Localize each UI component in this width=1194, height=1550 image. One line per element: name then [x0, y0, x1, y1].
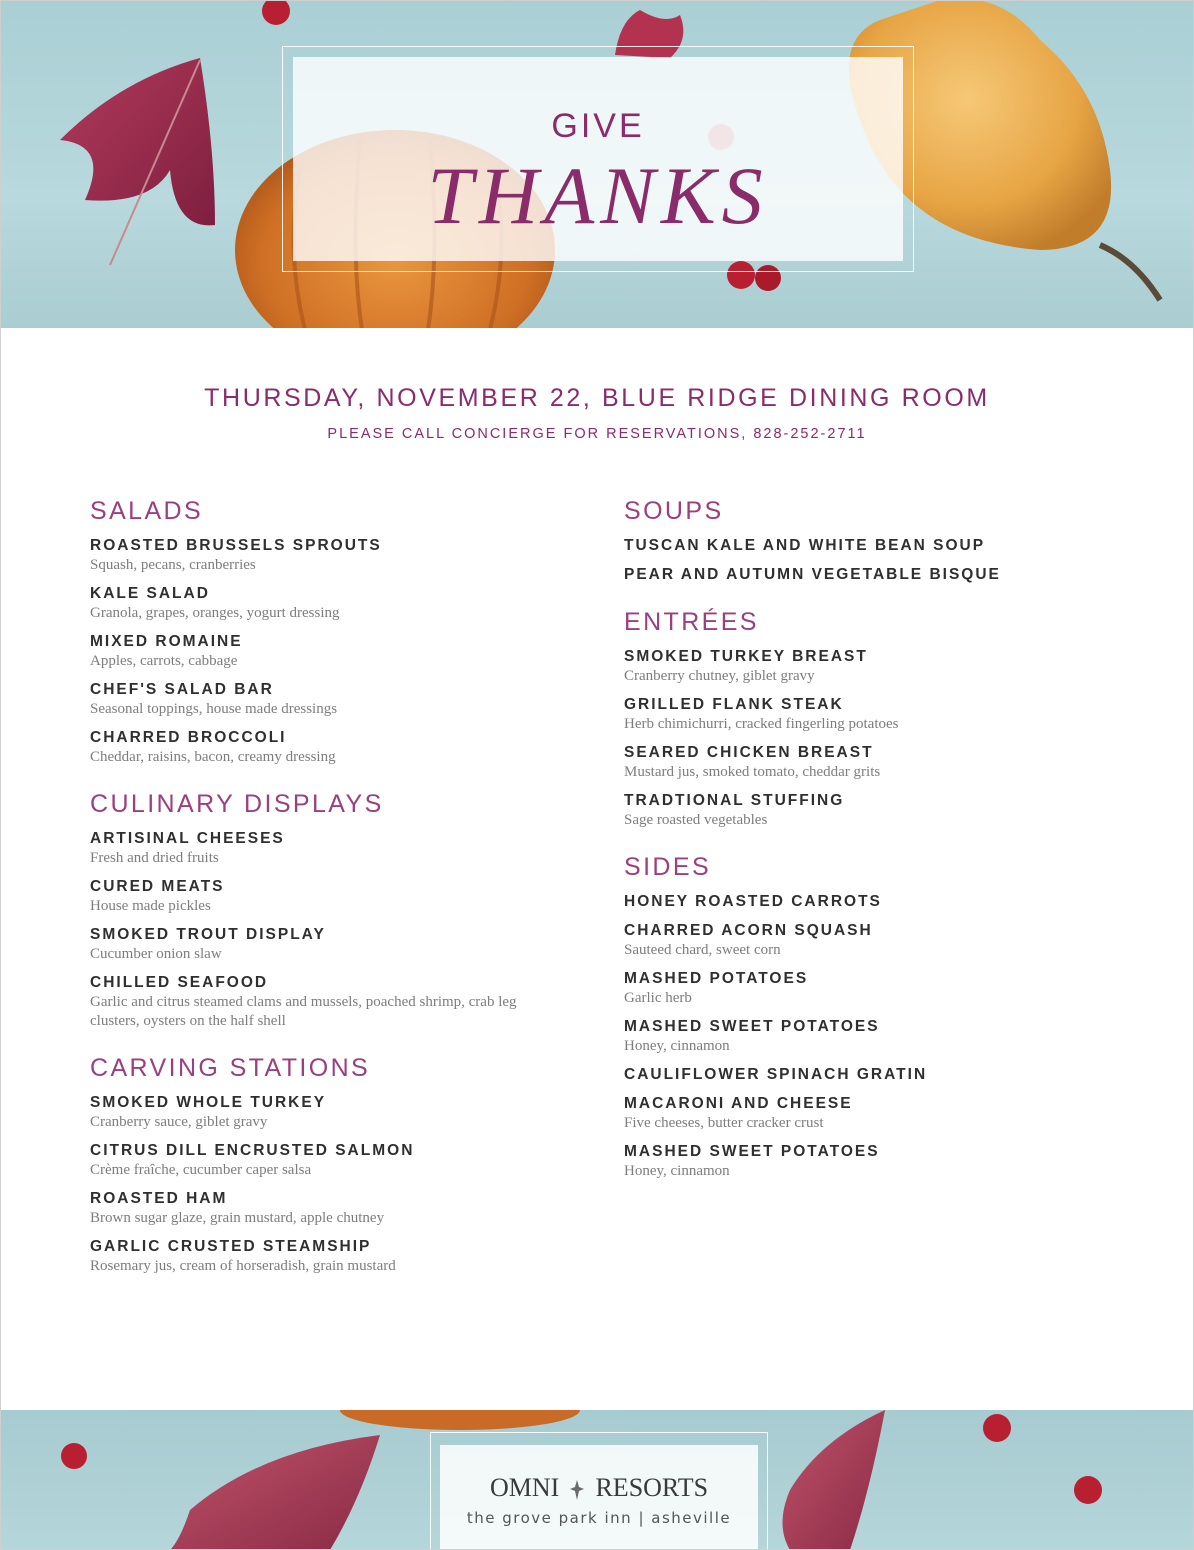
- menu-item: [624, 1065, 1094, 1085]
- title-frame: [282, 46, 914, 272]
- menu-item: [90, 829, 560, 868]
- menu-item-name: MIXED ROMAINE: [90, 633, 243, 650]
- menu-item-name: CURED MEATS: [90, 878, 225, 895]
- menu-item-description: Sage roasted vegetables: [624, 812, 768, 828]
- omni-emblem-icon: [564, 1479, 590, 1505]
- menu-item-name: CHILLED SEAFOOD: [90, 974, 269, 991]
- menu-item-description: Honey, cinnamon: [624, 1163, 730, 1179]
- section-heading: CULINARY DISPLAYS: [90, 790, 384, 818]
- logo-panel: [440, 1445, 758, 1550]
- menu-item-description: Garlic herb: [624, 990, 692, 1006]
- omni-resorts-logo: [440, 1473, 758, 1505]
- menu-item: [90, 973, 560, 1031]
- menu-section: [624, 496, 1094, 585]
- reservation-line: PLEASE CALL CONCIERGE FOR RESERVATIONS, 828-252-2711: [327, 426, 867, 442]
- menu-column-right: [624, 496, 1094, 1203]
- menu-item: [624, 1017, 1094, 1056]
- menu-item-name: CITRUS DILL ENCRUSTED SALMON: [90, 1142, 415, 1159]
- menu-section: [624, 852, 1094, 1181]
- section-heading: CARVING STATIONS: [90, 1054, 371, 1082]
- menu-item-description: Apples, carrots, cabbage: [90, 653, 238, 669]
- cranberry-icon: [1074, 1476, 1102, 1504]
- menu-item-description: Mustard jus, smoked tomato, cheddar grits: [624, 764, 881, 780]
- menu-item: [90, 1093, 560, 1132]
- cranberry-icon: [262, 0, 290, 25]
- cranberry-icon: [983, 1414, 1011, 1442]
- menu-item: [90, 1237, 560, 1276]
- menu-item-name: GRILLED FLANK STEAK: [624, 696, 844, 713]
- menu-item-name: SMOKED TROUT DISPLAY: [90, 926, 326, 943]
- menu-item-description: Granola, grapes, oranges, yogurt dressing: [90, 605, 340, 621]
- menu-item: [90, 925, 560, 964]
- menu-item: [624, 1094, 1094, 1133]
- menu-item-description: Crème fraîche, cucumber caper salsa: [90, 1162, 312, 1178]
- menu-item: [624, 1142, 1094, 1181]
- menu-item-description: Cranberry chutney, giblet gravy: [624, 668, 815, 684]
- menu-item-name: SMOKED TURKEY BREAST: [624, 648, 868, 665]
- red-leaf-icon: [783, 1410, 886, 1550]
- menu-item-name: TRADTIONAL STUFFING: [624, 792, 845, 809]
- menu-item-description: Cucumber onion slaw: [90, 946, 222, 962]
- menu-item-name: KALE SALAD: [90, 585, 210, 602]
- menu-item: [624, 921, 1094, 960]
- menu-item: [624, 969, 1094, 1008]
- menu-item-name: CHEF'S SALAD BAR: [90, 681, 274, 698]
- menu-item: [624, 743, 1094, 782]
- menu-column-left: [90, 496, 560, 1298]
- menu-item-name: CAULIFLOWER SPINACH GRATIN: [624, 1066, 928, 1083]
- menu-item-name: CHARRED BROCCOLI: [90, 729, 287, 746]
- menu-item: [624, 536, 1094, 556]
- logo-word-resorts: RESORTS: [595, 1473, 709, 1502]
- cranberry-icon: [61, 1443, 87, 1469]
- title-give: GIVE: [551, 107, 645, 145]
- menu-item: [90, 1141, 560, 1180]
- logo-frame: [430, 1432, 768, 1550]
- title-thanks: THANKS: [427, 150, 769, 241]
- menu-item-name: MASHED SWEET POTATOES: [624, 1143, 880, 1160]
- menu-item-name: GARLIC CRUSTED STEAMSHIP: [90, 1238, 372, 1255]
- section-heading: SOUPS: [624, 497, 724, 525]
- title-panel: [293, 57, 903, 261]
- menu-section: [90, 496, 560, 767]
- menu-item-name: CHARRED ACORN SQUASH: [624, 922, 873, 939]
- menu-item-description: House made pickles: [90, 898, 211, 914]
- top-banner: [0, 0, 1194, 328]
- menu-item: [90, 632, 560, 671]
- menu-item-name: MACARONI AND CHEESE: [624, 1095, 853, 1112]
- menu-item-name: ARTISINAL CHEESES: [90, 830, 285, 847]
- menu-item-name: SEARED CHICKEN BREAST: [624, 744, 874, 761]
- menu-item: [90, 877, 560, 916]
- logo-word-omni: OMNI: [489, 1473, 560, 1502]
- menu-item: [624, 695, 1094, 734]
- menu-item-name: MASHED SWEET POTATOES: [624, 1018, 880, 1035]
- menu-item-description: Seasonal toppings, house made dressings: [90, 701, 338, 717]
- menu-item-description: Honey, cinnamon: [624, 1038, 730, 1054]
- menu-item-description: Squash, pecans, cranberries: [90, 557, 256, 573]
- menu-item: [90, 728, 560, 767]
- menu-item-name: TUSCAN KALE AND WHITE BEAN SOUP: [624, 537, 986, 554]
- menu-section: [90, 1053, 560, 1276]
- event-title: THURSDAY, NOVEMBER 22, BLUE RIDGE DINING ROOM: [204, 384, 990, 412]
- menu-item-name: ROASTED BRUSSELS SPROUTS: [90, 537, 382, 554]
- menu-item-description: Brown sugar glaze, grain mustard, apple chutney: [90, 1210, 385, 1226]
- section-heading: SALADS: [90, 497, 204, 525]
- menu-item: [624, 892, 1094, 912]
- menu-item: [90, 584, 560, 623]
- menu-item: [624, 565, 1094, 585]
- menu-item-description: Cranberry sauce, giblet gravy: [90, 1114, 268, 1130]
- menu-item: [624, 647, 1094, 686]
- menu-item-description: Cheddar, raisins, bacon, creamy dressing: [90, 749, 336, 765]
- menu-section: [90, 789, 560, 1031]
- menu-item: [90, 536, 560, 575]
- menu-item-name: PEAR AND AUTUMN VEGETABLE BISQUE: [624, 566, 1001, 583]
- menu-item-name: MASHED POTATOES: [624, 970, 809, 987]
- bottom-banner: [0, 1410, 1194, 1550]
- logo-subtitle: the grove park inn | asheville: [466, 1509, 732, 1527]
- menu-item: [624, 791, 1094, 830]
- menu-item-description: Garlic and citrus steamed clams and mussels, poached shrimp, crab leg clusters, oysters on the half shell: [90, 994, 517, 1029]
- menu-item-description: Five cheeses, butter cracker crust: [624, 1115, 824, 1131]
- section-heading: ENTRÉES: [624, 608, 759, 636]
- menu-item-description: Rosemary jus, cream of horseradish, grain mustard: [90, 1258, 396, 1274]
- section-heading: SIDES: [624, 853, 712, 881]
- red-leaf-icon: [170, 1435, 380, 1550]
- menu-item-description: Herb chimichurri, cracked fingerling potatoes: [624, 716, 899, 732]
- menu-item: [90, 1189, 560, 1228]
- pumpkin-icon: [340, 1410, 580, 1430]
- menu-item-name: SMOKED WHOLE TURKEY: [90, 1094, 327, 1111]
- menu-item-description: Sauteed chard, sweet corn: [624, 942, 781, 958]
- menu-item: [90, 680, 560, 719]
- red-leaf-icon: [60, 58, 215, 265]
- menu-item-description: Fresh and dried fruits: [90, 850, 219, 866]
- menu-item-name: ROASTED HAM: [90, 1190, 228, 1207]
- menu-section: [624, 607, 1094, 830]
- menu-item-name: HONEY ROASTED CARROTS: [624, 893, 882, 910]
